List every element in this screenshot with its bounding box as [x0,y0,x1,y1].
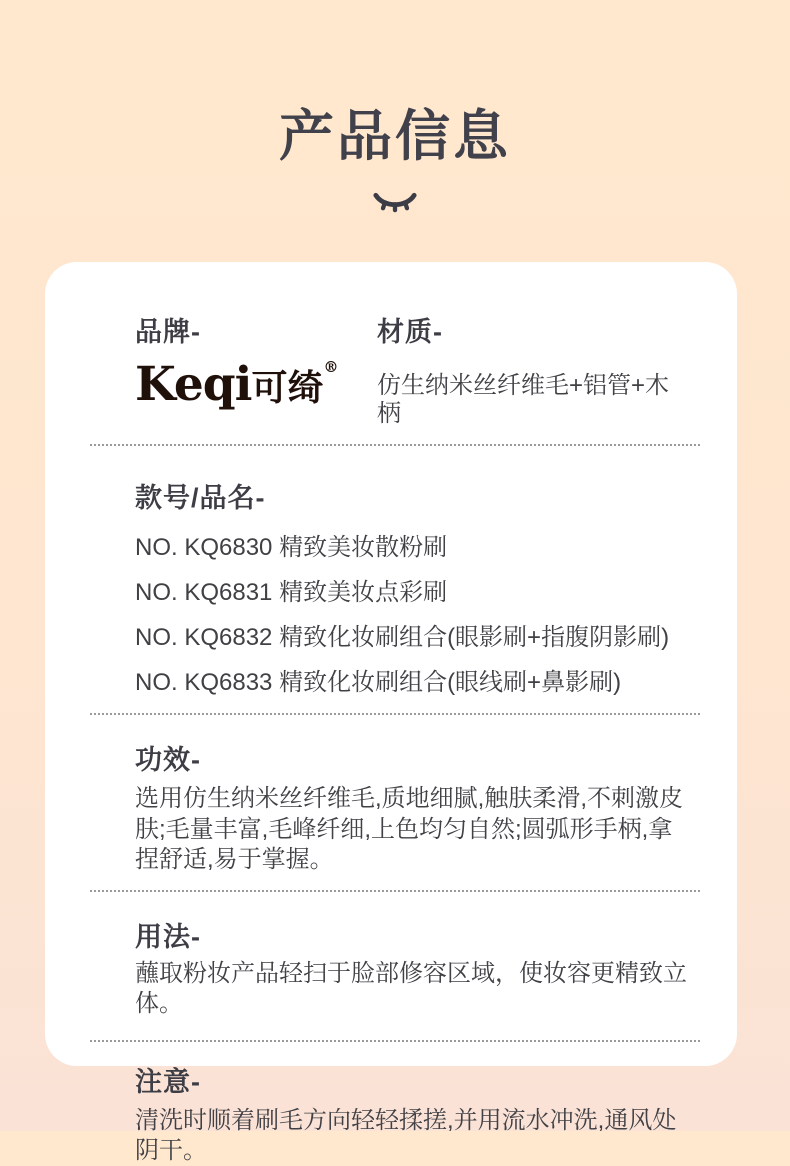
brand-logo-cjk: 可绮 [251,367,324,409]
model-item: NO. KQ6830 精致美妆散粉刷 [135,534,448,561]
brand-logo-latin: Keqi [135,357,252,412]
material-column [377,310,690,428]
efficacy-section [135,738,690,876]
closed-eye-lashes-icon [372,204,418,221]
efficacy-label: 功效- [135,745,201,775]
model-item: NO. KQ6832 精致化妆刷组合(眼影刷+指腹阴影刷) [135,624,670,651]
model-item: NO. KQ6831 精致美妆点彩刷 [135,579,448,606]
divider [90,890,700,892]
brand-logo [135,357,377,412]
models-label: 款号/品名- [135,483,266,513]
divider [90,1040,700,1042]
notice-section [135,1060,690,1166]
brand-column [135,310,377,428]
usage-section [135,915,690,1019]
divider [90,713,700,715]
page-title: 产品信息 [278,105,511,167]
material-label: 材质- [377,317,443,347]
brand-material-row [135,310,690,428]
notice-text: 清洗时顺着刷毛方向轻轻揉搓,并用流水冲洗,通风处阴干。 [135,1106,677,1164]
divider [90,444,700,446]
usage-text: 蘸取粉妆产品轻扫于脸部修容区域，使妆容更精致立体。 [135,959,687,1017]
title-ornament [0,187,790,222]
efficacy-text: 选用仿生纳米丝纤维毛,质地细腻,触肤柔滑,不刺激皮肤;毛量丰富,毛峰纤细,上色均匀自然;圆弧形手柄,拿捏舒适,易于掌握。 [135,785,684,873]
registered-trademark-icon: ® [323,358,339,376]
notice-label: 注意- [135,1066,201,1097]
model-item: NO. KQ6833 精致化妆刷组合(眼线刷+鼻影刷) [135,669,622,696]
product-info-card [45,262,737,1164]
brand-label: 品牌- [135,317,201,347]
material-value: 仿生纳米丝纤维毛+铝管+木柄 [377,372,670,427]
models-section [135,476,690,695]
usage-label: 用法- [135,921,201,952]
